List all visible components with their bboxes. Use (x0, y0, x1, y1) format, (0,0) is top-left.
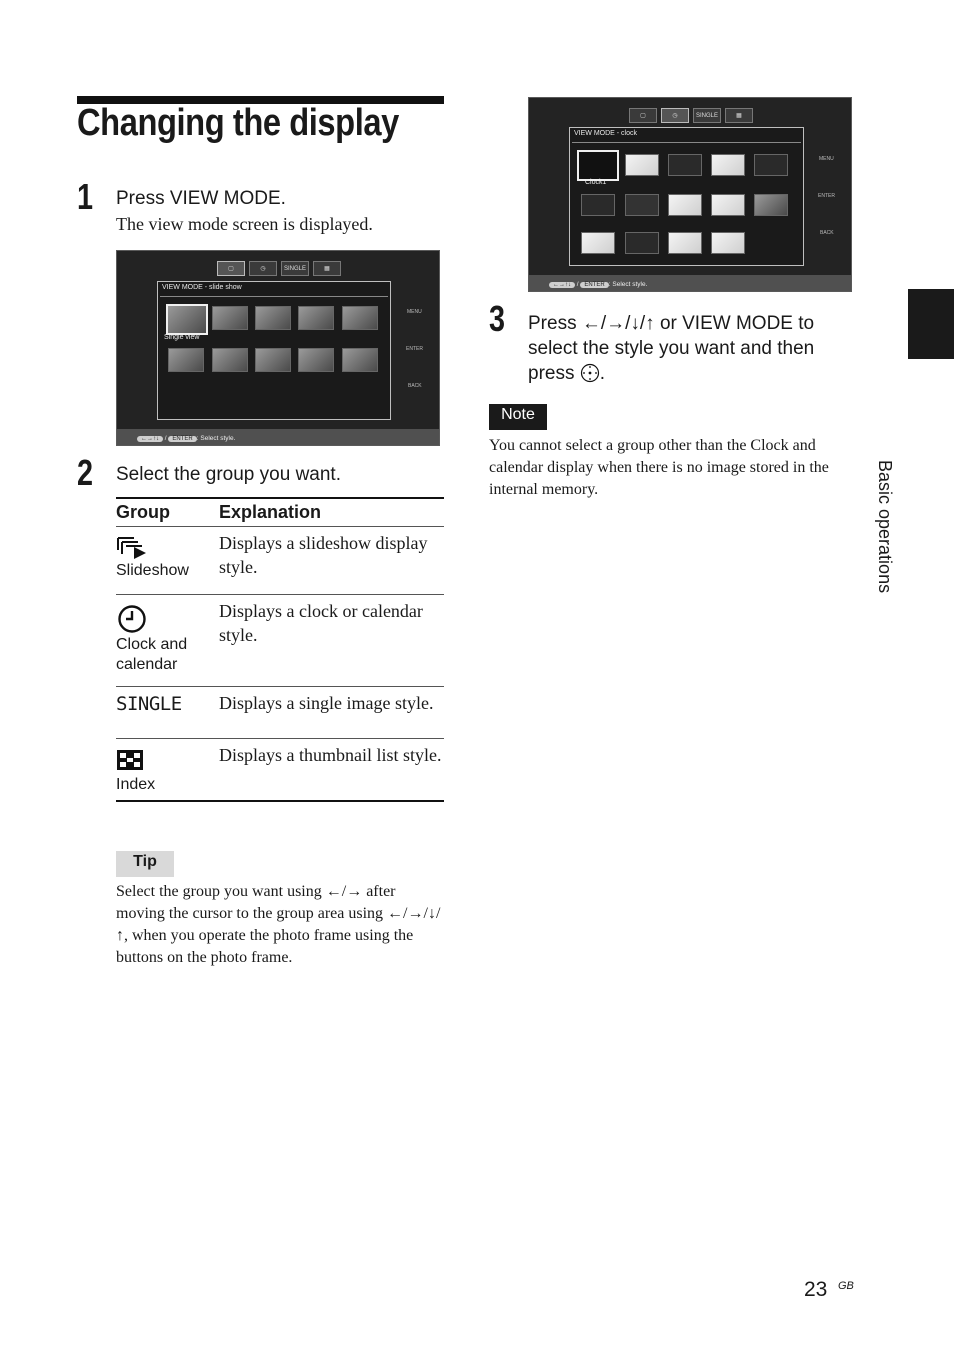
clock-icon (116, 603, 219, 635)
step-3-instruction (528, 311, 814, 390)
screen2-tab-single: SINGLE (693, 108, 721, 123)
screen1-panel-divider (160, 296, 388, 297)
screen1-thumb (342, 306, 378, 330)
step-3-period: . (599, 363, 606, 384)
screen2-thumb (625, 154, 659, 176)
screen2-footer-text: : Select style. (608, 281, 648, 288)
screen2-thumb (625, 194, 659, 216)
screen2-menu-label: MENU (819, 156, 834, 162)
table-header-group: Group (116, 498, 219, 527)
screen2-back-label: BACK (820, 230, 834, 236)
screen2-thumb (754, 154, 788, 176)
screen2-tab-slideshow: ▢ (629, 108, 657, 123)
screen2-enter-label: ENTER (818, 193, 835, 199)
index-icon (116, 749, 219, 775)
group-table (116, 497, 444, 802)
chapter-tab (908, 289, 954, 359)
step-2-number: 2 (77, 452, 94, 493)
screen1-footer-enter: ENTER (168, 436, 196, 442)
screen1-thumb (168, 348, 204, 372)
group-name: Clock and calendar (116, 636, 188, 673)
step-3-line-2: select the style you want and then (528, 338, 815, 359)
screen1-footer-keys: ←→↑↓ (137, 436, 163, 442)
screen2-thumb (581, 232, 615, 254)
page-number: 23 (804, 1278, 828, 1301)
screen1-panel-title: VIEW MODE - slide show (162, 284, 242, 291)
screen1-thumb-selected (166, 304, 208, 335)
group-explanation: Displays a single image style. (219, 687, 444, 739)
screen1-footer-hint: ←→↑↓ / ENTER : Select style. (137, 435, 235, 442)
screen1-thumb (342, 348, 378, 372)
view-mode-screen-slideshow (116, 250, 440, 446)
screen2-thumb (668, 194, 702, 216)
step-3-line-3 (528, 361, 814, 390)
step-1-number: 1 (77, 176, 94, 217)
screen1-thumb (298, 306, 334, 330)
step-3-number: 3 (489, 298, 506, 339)
group-explanation: Displays a clock or calendar style. (219, 595, 444, 687)
screen1-thumb (255, 348, 291, 372)
screen2-style-panel (569, 127, 804, 266)
screen1-tab-slideshow: ▢ (217, 261, 245, 276)
screen1-enter-label: ENTER (406, 346, 423, 352)
screen2-tab-clock: ◷ (661, 108, 689, 123)
screen2-thumb (711, 232, 745, 254)
screen2-thumb (668, 154, 702, 176)
screen1-back-label: BACK (408, 383, 422, 389)
tip-text: Select the group you want using ←/→ after moving the cursor to the group area using ←/→/↓/↑, when you operate the photo frame using the buttons on the photo frame. (116, 883, 441, 966)
step-3-line-1: Press ←/→/↓/↑ or VIEW MODE to (528, 313, 815, 334)
screen1-thumb (212, 348, 248, 372)
screen2-thumb (711, 154, 745, 176)
screen1-footer-text: : Select style. (196, 435, 236, 442)
screen1-tab-index: ▦ (313, 261, 341, 276)
step-1-result: The view mode screen is displayed. (116, 214, 373, 234)
screen1-style-panel (157, 281, 391, 420)
screen2-tab-index: ▦ (725, 108, 753, 123)
group-name: Index (116, 776, 156, 793)
note-label: Note (501, 406, 535, 423)
screen2-thumb-selected (577, 150, 619, 181)
screen1-thumb (212, 306, 248, 330)
table-row (116, 687, 444, 739)
screen1-tab-bar (217, 261, 341, 276)
note-text: You cannot select a group other than the Clock and calendar display when there is no image stored in the internal memory. (489, 437, 829, 498)
screen1-tab-single: SINGLE (281, 261, 309, 276)
screen2-footer-hint: ←→↑↓ / ENTER : Select style. (549, 281, 647, 288)
group-explanation: Displays a thumbnail list style. (219, 739, 444, 801)
screen2-thumb (625, 232, 659, 254)
single-icon: SINGLE (116, 693, 182, 715)
slideshow-icon (116, 535, 219, 561)
screen2-thumb (711, 194, 745, 216)
screen1-selected-caption: Single view (164, 334, 200, 341)
screen1-menu-label: MENU (407, 309, 422, 315)
group-explanation: Displays a slideshow display style. (219, 527, 444, 595)
tip-label: Tip (133, 853, 157, 870)
view-mode-screen-clock (528, 97, 852, 292)
page-title: Changing the display (77, 102, 399, 144)
step-1-instruction: Press VIEW MODE. (116, 188, 286, 209)
screen1-thumb (298, 348, 334, 372)
step-2-instruction: Select the group you want. (116, 464, 341, 485)
screen2-thumb (581, 194, 615, 216)
group-name: Slideshow (116, 562, 189, 579)
screen1-thumb (255, 306, 291, 330)
table-row (116, 739, 444, 801)
screen2-footer-keys: ←→↑↓ (549, 282, 575, 288)
screen2-footer-enter: ENTER (580, 282, 608, 288)
chapter-label: Basic operations (875, 460, 895, 594)
screen2-panel-divider (572, 142, 801, 143)
screen2-thumb (668, 232, 702, 254)
screen2-thumb (754, 194, 788, 216)
screen2-selected-caption: Clock1 (585, 179, 607, 186)
screen1-tab-clock: ◷ (249, 261, 277, 276)
screen2-panel-title: VIEW MODE - clock (574, 130, 638, 137)
step-3-press-text: press (528, 363, 575, 384)
table-row (116, 595, 444, 687)
screen2-tab-bar (629, 108, 753, 123)
table-row (116, 527, 444, 595)
enter-button-icon (580, 363, 600, 390)
table-header-explanation: Explanation (219, 498, 444, 527)
page-suffix: GB (838, 1280, 854, 1292)
